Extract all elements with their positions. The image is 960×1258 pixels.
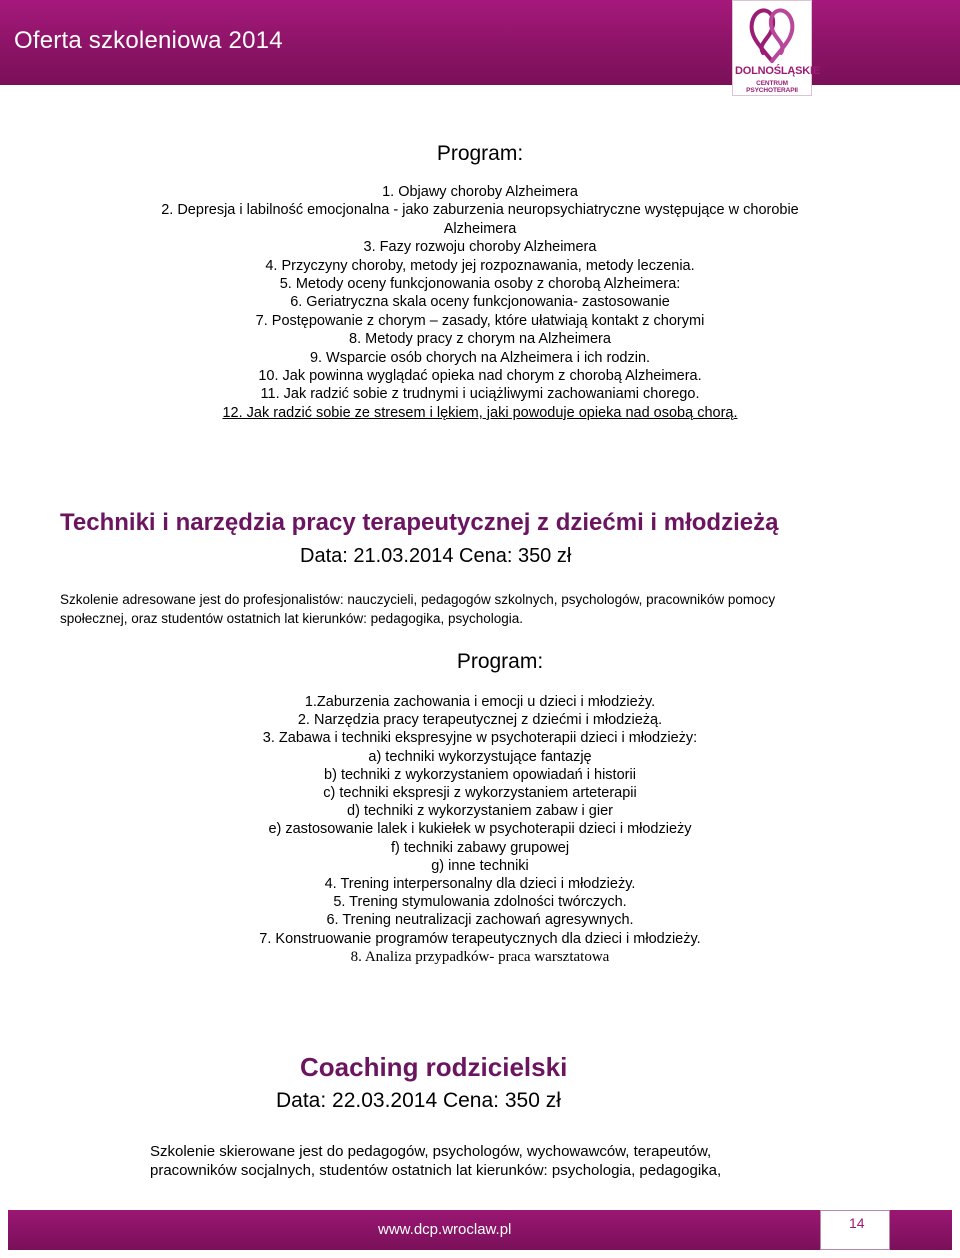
list-item: 6. Trening neutralizacji zachowań agresywnych. [326,912,634,929]
list-item: Alzheimera [443,220,517,237]
program-list-2 [0,693,960,966]
list-item: 11. Jak radzić sobie z trudnymi i uciążliwymi zachowaniami chorego. [260,386,700,403]
header-title: Oferta szkoleniowa 2014 [14,27,283,54]
list-item: 8. Metody pracy z chorym na Alzheimera [349,331,611,348]
date-price: Data: 21.03.2014 Cena: 350 zł [300,545,572,567]
description-line: Szkolenie adresowane jest do profesjonalistów: nauczycieli, pedagogów szkolnych, psychologów, pracowników pomocy [60,592,776,607]
list-item: 1.Zaburzenia zachowania i emocji u dzieci i młodzieży. [304,694,656,710]
list-item: 7. Postępowanie z chorym – zasady, które ułatwiają kontakt z chorymi [255,312,705,329]
list-item: 4. Trening interpersonalny dla dzieci i młodzieży. [324,876,636,893]
section-title: Techniki i narzędzia pracy terapeutycznej z dziećmi i młodzieżą [60,509,779,536]
program-heading-1: Program: [436,142,524,165]
logo-name: DOLNOŚLĄSKIE [735,65,820,77]
page-number: 14 [849,1215,865,1231]
logo [732,0,820,96]
description-line: pracowników socjalnych, studentów ostatnich lat kierunków: psychologia, pedagogika, [150,1162,722,1179]
page-number-box [820,1210,890,1250]
list-item: 4. Przyczyny choroby, metody jej rozpoznawania, metody leczenia. [265,257,695,274]
list-item: c) techniki ekspresji z wykorzystaniem arteterapii [323,785,637,802]
list-item: 3. Fazy rozwoju choroby Alzheimera [363,239,597,256]
list-item: 10. Jak powinna wyglądać opieka nad chorym z chorobą Alzheimera. [258,368,702,385]
list-item: 8. Analiza przypadków- praca warsztatowa [350,948,610,965]
list-item: a) techniki wykorzystujące fantazję [368,748,592,765]
program-heading-2: Program: [456,650,544,673]
list-item: 1. Objawy choroby Alzheimera [382,184,578,200]
description-line: społecznej, oraz studentów ostatnich lat kierunków: pedagogika, psychologia. [60,611,524,626]
list-item: 6. Geriatryczna skala oceny funkcjonowania- zastosowanie [290,294,670,311]
date-price: Data: 22.03.2014 Cena: 350 zł [276,1089,561,1112]
list-item: 2. Depresja i labilność emocjonalna - jako zaburzenia neuropsychiatryczne występujące w chorobie [161,202,799,219]
list-item: 7. Konstruowanie programów terapeutycznych dla dzieci i młodzieży. [259,930,701,947]
section-title: Coaching rodzicielski [300,1052,568,1082]
program-list-1 [0,183,960,422]
description-line: Szkolenie skierowane jest do pedagogów, psychologów, wychowawców, terapeutów, [150,1143,712,1160]
list-item: 3. Zabawa i techniki ekspresyjne w psychoterapii dzieci i młodzieży: [262,730,698,747]
list-item: 5. Metody oceny funkcjonowania osoby z chorobą Alzheimera: [279,276,681,293]
logo-ribbon-icon [739,3,805,65]
list-item: e) zastosowanie lalek i kukiełek w psychoterapii dzieci i młodzieży [268,821,692,838]
list-item: 9. Wsparcie osób chorych na Alzheimera i ich rodzin. [309,349,651,366]
list-item: 5. Trening stymulowania zdolności twórczych. [333,894,627,911]
list-item: 12. Jak radzić sobie ze stresem i lękiem, jaki powoduje opieka nad osobą chorą. [222,404,738,421]
list-item: f) techniki zabawy grupowej [390,839,570,856]
footer-url[interactable]: www.dcp.wroclaw.pl [378,1221,512,1238]
list-item: d) techniki z wykorzystaniem zabaw i gier [347,803,613,820]
footer-bar [8,1210,952,1250]
list-item: 2. Narzędzia pracy terapeutycznej z dziećmi i młodzieżą. [297,712,663,729]
logo-subtitle: CENTRUM PSYCHOTERAPII [746,80,798,94]
list-item: b) techniki z wykorzystaniem opowiadań i historii [324,766,636,783]
list-item: g) inne techniki [431,857,529,874]
